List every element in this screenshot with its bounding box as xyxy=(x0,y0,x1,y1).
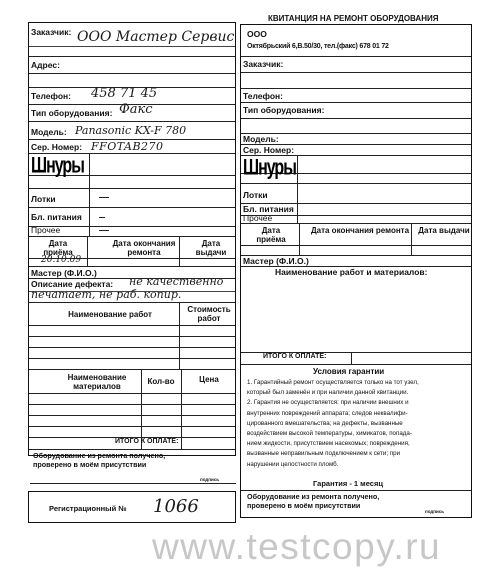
left-phone-label: Телефон: xyxy=(31,91,71,101)
right-equipment-label: Тип оборудования: xyxy=(243,105,325,115)
left-materials-line-4 xyxy=(29,427,235,438)
right-phone-label: Телефон: xyxy=(243,91,283,101)
right-phone-row xyxy=(241,89,471,103)
guarantee-line-3: 2. Гарантия не осуществляется: при наличии внешних и xyxy=(247,399,409,407)
left-address-row xyxy=(29,57,235,74)
left-works-line-2 xyxy=(29,337,235,348)
left-works-line-3 xyxy=(29,348,235,359)
left-received-line-1: Оборудование из ремонта получено, xyxy=(33,451,166,460)
right-works-materials-row xyxy=(241,267,471,353)
registration-label: Регистрационный № xyxy=(49,504,127,513)
guarantee-line-8: вызванные неправильным подключением к сети; при xyxy=(247,450,401,458)
left-other-mark xyxy=(99,230,109,231)
left-address-label: Адрес: xyxy=(31,60,60,70)
right-total-row xyxy=(241,353,471,365)
right-other-label: Прочее xyxy=(243,213,273,223)
right-received-line-2: проверено в моём присутствии xyxy=(247,501,361,510)
watermark: www.testcopy.ru xyxy=(152,526,442,567)
left-works-label: Наименование работ xyxy=(68,310,152,319)
right-customer-row xyxy=(241,57,471,73)
left-model-row-2 xyxy=(29,122,235,140)
right-cords-row-2 xyxy=(241,174,471,184)
left-materials-line-1 xyxy=(29,394,235,405)
left-trays-mark xyxy=(99,197,109,198)
left-qty-label: Кол-во xyxy=(147,377,175,386)
guarantee-text xyxy=(247,378,471,470)
right-cords-label: Шнуры xyxy=(243,156,296,181)
right-total-label: ИТОГО К ОПЛАТЕ: xyxy=(263,353,327,360)
left-price-label: Цена xyxy=(199,375,219,384)
left-psu-label: Бл. питания xyxy=(31,212,82,222)
right-master-label: Мастер (Ф.И.О.) xyxy=(243,256,309,266)
right-org-label: ООО xyxy=(247,29,267,39)
guarantee-line-7: нием жидкости, присутствием насекомых; повреждения, xyxy=(247,440,410,448)
right-form xyxy=(240,24,472,518)
right-cords-row xyxy=(241,156,471,181)
left-signature-label: подпись xyxy=(200,477,220,482)
right-master-row xyxy=(241,256,471,267)
right-customer-row-2 xyxy=(241,73,471,89)
right-model-label: Модель: xyxy=(243,134,279,144)
right-date-repair-end-label: Дата окончания ремонта xyxy=(310,226,410,235)
right-date-received-label: Дата приёма xyxy=(256,226,286,244)
right-customer-label: Заказчик: xyxy=(243,59,284,69)
left-psu-mark xyxy=(99,217,105,218)
left-date-repair-end-label: Дата окончания ремонта xyxy=(112,239,176,257)
right-org-row xyxy=(241,25,471,57)
left-cords-row xyxy=(29,154,235,179)
left-form xyxy=(28,22,236,469)
left-model-value: Panasonic KX-F 780 xyxy=(75,124,187,137)
left-cost-label: Стоимость работ xyxy=(187,305,231,323)
right-equipment-row-2 xyxy=(241,119,471,134)
guarantee-line-5: цированного вмешательства; на дефекты, вызванные xyxy=(247,419,403,427)
left-works-header-row xyxy=(29,302,235,326)
guarantee-line-1: 1. Гарантийный ремонт осуществляется только на тот узел, xyxy=(247,379,419,386)
left-customer-row xyxy=(29,23,235,57)
left-equipment-value: Факс xyxy=(119,102,153,117)
left-total-row xyxy=(29,438,235,450)
right-psu-row xyxy=(241,204,471,216)
right-equipment-row xyxy=(241,103,471,119)
right-dates-header-row xyxy=(241,224,471,246)
left-other-label: Прочее xyxy=(31,225,61,235)
right-title: КВИТАНЦИЯ НА РЕМОНТ ОБОРУДОВАНИЯ xyxy=(268,14,439,23)
left-customer-value: ООО Мастер Сервис xyxy=(77,29,235,45)
left-materials-line-3 xyxy=(29,416,235,427)
left-equipment-row xyxy=(29,102,235,122)
right-received-line-1: Оборудование из ремонта получено, xyxy=(247,492,380,501)
left-date-received-value: 20.10.09 xyxy=(41,255,82,265)
left-defect-value-2: печатает, не раб. копир. xyxy=(31,288,182,301)
right-signature-label: подпись xyxy=(425,509,445,514)
left-total-label: ИТОГО К ОПЛАТЕ: xyxy=(115,438,179,445)
left-equipment-label: Тип оборудования: xyxy=(31,108,113,118)
left-date-issue-label: Дата выдачи xyxy=(195,239,227,257)
right-psu-label: Бл. питания xyxy=(243,204,294,214)
right-date-issue-label: Дата выдачи xyxy=(418,226,470,235)
registration-box xyxy=(28,491,236,523)
right-org-stamp: Октябрьский 6,В.50/30, тел.(факс) 678 01 72 xyxy=(247,43,389,50)
left-serial-label: Сер. Номер: xyxy=(31,142,83,152)
left-materials-line-2 xyxy=(29,405,235,416)
left-dates-value-row xyxy=(29,255,235,267)
left-customer-label: Заказчик: xyxy=(31,27,72,37)
right-serial-label: Сер. Номер: xyxy=(243,145,295,155)
registration-value: 1066 xyxy=(153,496,199,517)
left-works-line-4 xyxy=(29,359,235,370)
right-other-row xyxy=(241,213,471,224)
left-master-label: Мастер (Ф.И.О.) xyxy=(31,268,97,278)
left-materials-header-row xyxy=(29,370,235,394)
right-dates-value-row xyxy=(241,246,471,256)
left-defect-label: Описание дефекта: xyxy=(31,279,114,289)
guarantee-period: Гарантия - 1 месяц xyxy=(313,479,383,488)
guarantee-title: Условия гарантии xyxy=(313,367,385,376)
left-serial-value: FFOTAB270 xyxy=(91,140,164,153)
left-date-received-label: Дата приёма xyxy=(43,239,73,257)
left-materials-label: Наименование материалов xyxy=(67,373,127,391)
right-trays-row xyxy=(241,184,471,204)
guarantee-line-6: воздействием высокой температуры, химикатов, попада- xyxy=(247,430,412,438)
right-model-row xyxy=(241,134,471,145)
guarantee-line-4: внутренних повреждений аппарата; следов неквалифи- xyxy=(247,409,408,417)
left-phone-value: 458 71 45 xyxy=(91,86,158,101)
left-trays-label: Лотки xyxy=(31,194,56,204)
right-trays-label: Лотки xyxy=(243,190,268,200)
left-defect-value-1: не качественно xyxy=(129,275,224,288)
left-works-line-1 xyxy=(29,326,235,337)
left-model-label: Модель: xyxy=(31,127,67,137)
left-received-line-2: проверено в моём присутствии xyxy=(33,460,147,469)
right-works-materials-label: Наименование работ и материалов: xyxy=(275,267,428,277)
left-trays-row xyxy=(29,189,235,208)
left-serial-row xyxy=(29,140,235,154)
left-cords-label: Шнуры xyxy=(31,154,84,179)
guarantee-line-9: нарушении целостности пломб. xyxy=(247,460,339,468)
guarantee-line-2: который был заменён и при наличии данной квитанции. xyxy=(247,389,409,397)
left-other-row xyxy=(29,227,235,237)
right-serial-row xyxy=(241,145,471,156)
left-cords-row-2 xyxy=(29,176,235,189)
